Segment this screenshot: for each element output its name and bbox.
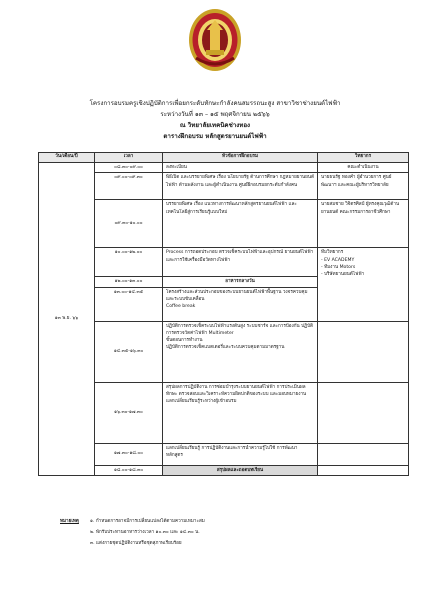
speaker-cell <box>318 465 409 475</box>
speaker-cell <box>318 382 409 443</box>
table-header-row <box>39 153 409 163</box>
notes-label: หมายเหตุ <box>60 519 79 524</box>
topic-cell: Process การถอดประกอบ ตรวจเช็คระบบไฟฟ้าและอุปกรณ์ ยานยนต์ไฟฟ้า และการใช้เครื่องมือวัดทางไฟฟ้า <box>163 248 318 277</box>
speaker-cell <box>318 443 409 465</box>
time-cell: ๐๙.๐๐-๐๙.๓๐ <box>95 173 163 200</box>
speaker-cell: ทีมวิทยากร - EV ACADEMY - ทีมงาน Motors - บริษัทยานยนต์ไฟฟ้า <box>318 248 409 321</box>
note-item <box>60 516 420 527</box>
time-cell: ๑๗.๓๐-๑๘.๐๐ <box>95 443 163 465</box>
time-cell: ๐๙.๓๐-๑๐.๐๐ <box>95 200 163 248</box>
topic-cell: สรุปผลและถอดบทเรียน <box>163 465 318 475</box>
time-cell: ๐๘.๓๐-๐๙.๐๐ <box>95 163 163 173</box>
header-topic: หัวข้อการฝึกอบรม <box>163 153 318 163</box>
project-title: โครงการอบรมครูเชิงปฏิบัติการเพื่อยกระดับทักษะกำลังคนสมรรถนะสูง สาขาวิชาช่างยนต์ไฟฟ้า <box>89 100 341 107</box>
topic-cell: สรุปผลการปฏิบัติงาน การซ่อมบำรุงระบบยานยนต์ไฟฟ้า การประเมินผลทักษะ ตรวจสอบและวิเคราะห์ความผิดปกติของระบบ และมอบหมายงาน แลกเปลี่ยนเรียนรู้ระหว่างผู้เข้าอบรม <box>163 382 318 443</box>
note-text: ๑. กำหนดการอาจมีการเปลี่ยนแปลงได้ตามความเหมาะสม <box>90 519 205 524</box>
topic-cell: ปฏิบัติการตรวจเช็คระบบไฟฟ้าแรงดันสูง ระบบชาร์จ และการป้องกัน ปฏิบัติการตรวจวัดค่าไฟฟ้า Multimeter ขั้นตอนการทำงาน ปฏิบัติการตรวจเช็คแบตเตอรี่และระบบควบคุมตามมาตรฐาน <box>163 321 318 382</box>
venue: ณ วิทยาลัยเทคนิคช่างทอง <box>179 122 251 129</box>
topic-cell: อาหารกลางวัน <box>163 277 318 287</box>
table-row <box>39 443 409 465</box>
time-cell: ๑๘.๐๐-๑๘.๓๐ <box>95 465 163 475</box>
document-header <box>10 98 420 142</box>
topic-cell: โครงสร้างและส่วนประกอบของระบบยานยนต์ไฟฟ้าพื้นฐาน วงจรควบคุมและระบบขับเคลื่อน Coffee break <box>163 287 318 321</box>
table-row <box>39 163 409 173</box>
topic-cell: บรรยายพิเศษ เรื่อง แนวทางการพัฒนาหลักสูตรยานยนต์ไฟฟ้า และเทคโนโลยีสู่การเรียนรู้แบบใหม่ <box>163 200 318 248</box>
time-cell: ๑๓.๐๐-๑๔.๓๕ <box>95 287 163 321</box>
schedule-table <box>38 152 409 476</box>
time-cell: ๑๔.๓๕-๑๖.๓๐ <box>95 321 163 382</box>
topic-cell: แลกเปลี่ยนเรียนรู้ การปฏิบัติงานและการนำความรู้ไปใช้ การพัฒนาหลักสูตร <box>163 443 318 465</box>
speaker-cell: คณะดำเนินงาน <box>318 163 409 173</box>
date-range: ระหว่างวันที่ ๑๓ – ๑๕ พฤศจิกายน ๒๕๖๖ <box>160 111 270 118</box>
topic-cell: พิธีเปิด และบรรยายพิเศษ เรื่อง นโยบายรัฐ ด้านการศึกษา กฎหมายยานยนต์ไฟฟ้า ด้านพลังงาน และผู้ดำเนินงาน ศูนย์ฝึกอบรมยกระดับกำลังคน <box>163 173 318 200</box>
speaker-cell: นายธนรัฐ ทองคำ ผู้อำนวยการ ศูนย์พัฒนาฯ และคณะผู้บริหารวิทยาลัย <box>318 173 409 200</box>
day-cell: ๑๓ พ.ย. ๖๖ <box>39 163 95 476</box>
table-row <box>39 321 409 382</box>
speaker-cell: นายสมชาย วิจิตรศิลป์ ผู้ทรงคุณวุฒิด้านยานยนต์ คณะกรรมการอาชีวศึกษา <box>318 200 409 248</box>
note-item: ๓. แต่งกายชุดปฏิบัติงานหรือชุดสุภาพเรียบร้อย <box>90 541 182 546</box>
header-speaker: วิทยากร <box>318 153 409 163</box>
time-cell: ๑๐.๐๐-๑๒.๐๐ <box>95 248 163 277</box>
topic-cell: ลงทะเบียน <box>163 163 318 173</box>
table-row <box>39 200 409 248</box>
table-row <box>39 465 409 475</box>
header-time: เวลา <box>95 153 163 163</box>
note-item: ๒. พักรับประทานอาหารว่างเวลา ๑๐.๓๐ และ ๑๔.๓๐ น. <box>90 530 200 535</box>
header-date: วัน/เดือน/ปี <box>39 153 95 163</box>
table-row <box>39 173 409 200</box>
notes-section <box>60 516 420 549</box>
time-cell: ๑๖.๓๐-๑๗.๓๐ <box>95 382 163 443</box>
speaker-cell <box>318 321 409 382</box>
college-emblem-logo <box>188 8 242 72</box>
time-cell: ๑๒.๐๐-๑๓.๐๐ <box>95 277 163 287</box>
table-row <box>39 248 409 277</box>
table-row <box>39 382 409 443</box>
schedule-title: ตารางฝึกอบรม หลักสูตรยานยนต์ไฟฟ้า <box>163 133 267 140</box>
